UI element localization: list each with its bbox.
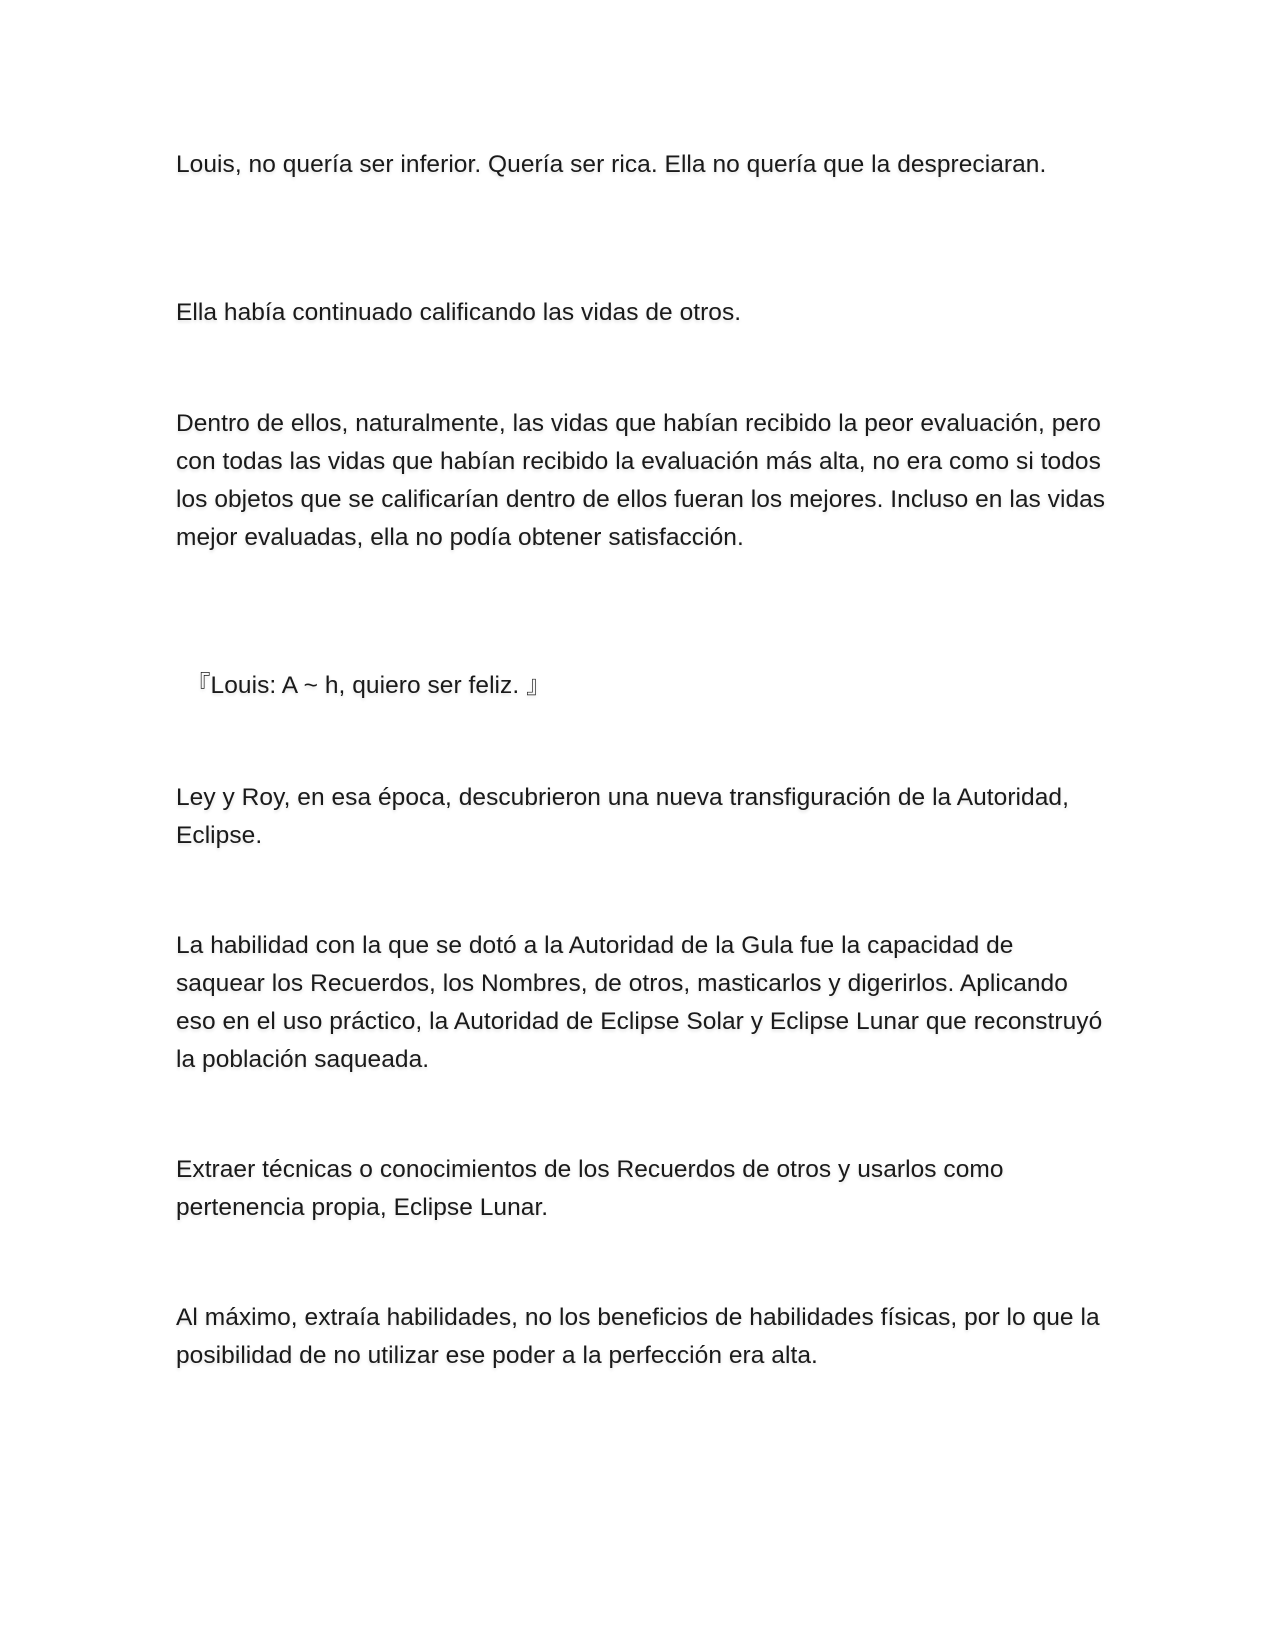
- paragraph-7: Extraer técnicas o conocimientos de los Recuerdos de otros y usarlos como pertenencia propia, Eclipse Lunar.: [176, 1156, 1004, 1221]
- paragraph-1: Louis, no quería ser inferior. Quería ser rica. Ella no quería que la despreciaran.: [176, 151, 1047, 178]
- paragraph-6: La habilidad con la que se dotó a la Autoridad de la Gula fue la capacidad de saquear los Recuerdos, los Nombres, de otros, masticarlos y digerirlos. Aplicando eso en el uso práctico, la Autoridad de Eclipse Solar y Eclipse Lunar que reconstruyó la población saqueada.: [176, 932, 1103, 1073]
- dialogue-line: 『Louis: A ~ h, quiero ser feliz. 』: [186, 672, 551, 699]
- paragraph-5: Ley y Roy, en esa época, descubrieron una nueva transfiguración de la Autoridad, Eclipse.: [176, 784, 1069, 849]
- paragraph-3: Dentro de ellos, naturalmente, las vidas que habían recibido la peor evaluación, pero con todas las vidas que habían recibido la evaluación más alta, no era como si todos los objetos que se calificarían dentro de ellos fueran los mejores. Incluso en las vidas mejor evaluadas, ella no podía obtener satisfacción.: [176, 410, 1106, 551]
- paragraph-2: Ella había continuado calificando las vidas de otros.: [176, 299, 742, 326]
- paragraph-8: Al máximo, extraía habilidades, no los beneficios de habilidades físicas, por lo que la posibilidad de no utilizar ese poder a la perfección era alta.: [176, 1304, 1100, 1369]
